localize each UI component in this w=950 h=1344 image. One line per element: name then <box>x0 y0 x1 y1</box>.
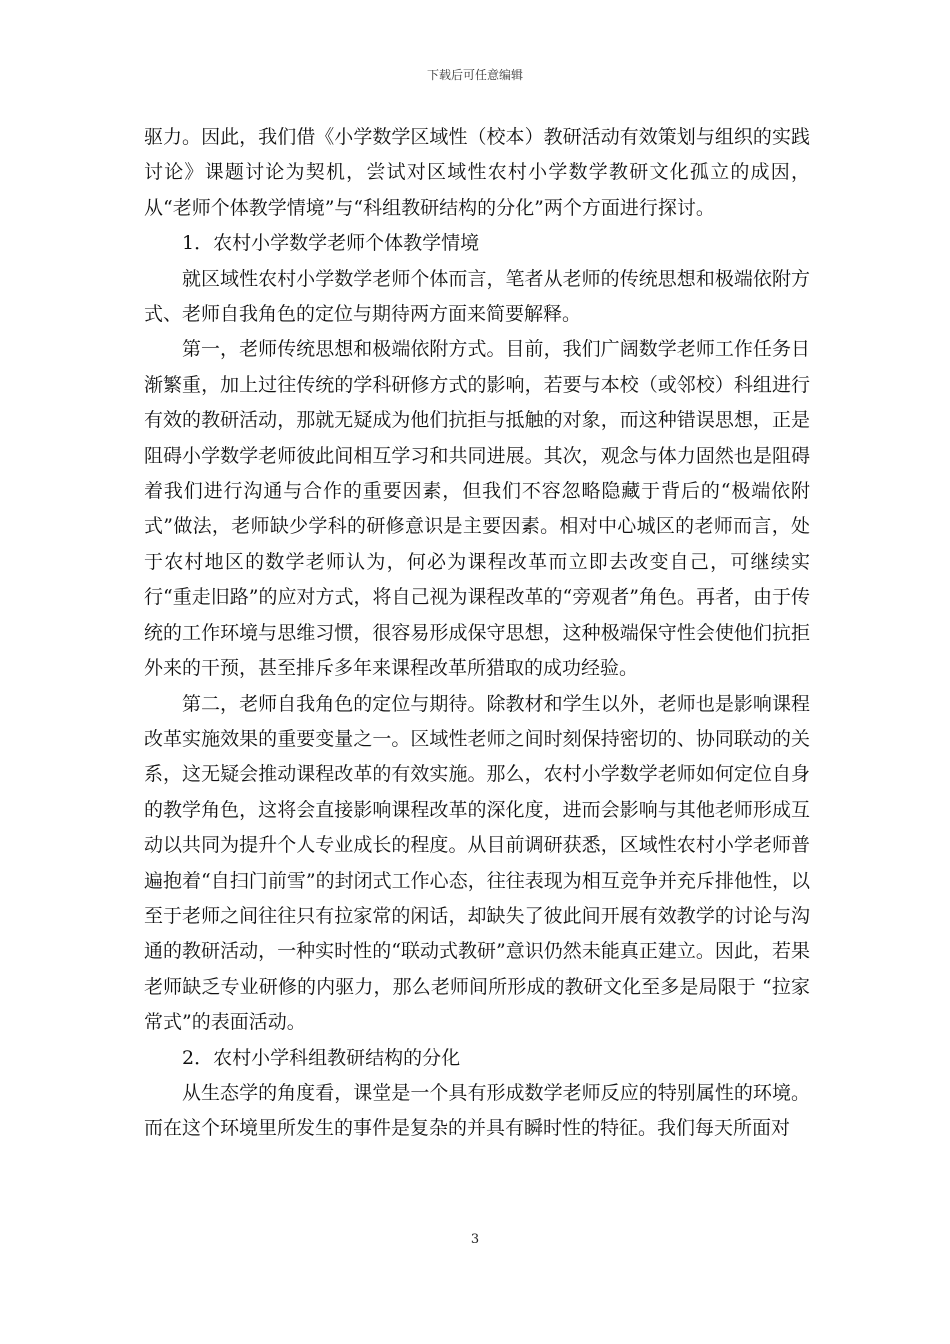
paragraph-ecology: 从生态学的角度看，课堂是一个具有形成数学老师反应的特别属性的环境。而在这个环境里所发生的事件是复杂的并具有瞬时性的特征。我们每天所面对 <box>144 1081 810 1140</box>
section-heading-1: 1．农村小学数学老师个体教学情境 <box>182 232 480 255</box>
paragraph-continuation: 驱力。因此，我们借《小学数学区域性（校本）教研活动有效策划与组织的实践讨论》课题讨论为契机，尝试对区域性农村小学数学教研文化孤立的成因，从“老师个体教学情境”与“科组教研结构的分化”两个方面进行探讨。 <box>144 126 810 219</box>
page-number: 3 <box>470 1232 480 1247</box>
page-header: 下载后可任意编辑 <box>426 68 523 82</box>
paragraph-intro: 就区域性农村小学数学老师个体而言，笔者从老师的传统思想和极端依附方式、老师自我角色的定位与期待两方面来简要解释。 <box>144 267 810 326</box>
section-heading-2: 2．农村小学科组教研结构的分化 <box>182 1046 461 1069</box>
document-body <box>144 120 810 1147</box>
paragraph-first-point: 第一，老师传统思想和极端依附方式。目前，我们广阔数学老师工作任务日渐繁重，加上过往传统的学科研修方式的影响，若要与本校（或邻校）科组进行有效的教研活动，那就无疑成为他们抗拒与抵触的对象，而这种错误思想，正是阻碍小学数学老师彼此间相互学习和共同进展。其次，观念与体力固然也是阻碍着我们进行沟通与合作的重要因素，但我们不容忽略隐藏于背后的“极端依附式”做法，老师缺少学科的研修意识是主要因素。相对中心城区的老师而言，处于农村地区的数学老师认为，何必为课程改革而立即去改变自己，可继续实行“重走旧路”的应对方式，将自己视为课程改革的“旁观者”角色。再者，由于传统的工作环境与思维习惯，很容易形成保守思想，这种极端保守性会使他们抗拒外来的干预，甚至排斥多年来课程改革所猎取的成功经验。 <box>144 338 810 680</box>
paragraph-second-point: 第二，老师自我角色的定位与期待。除教材和学生以外，老师也是影响课程改革实施效果的重要变量之一。区域性老师之间时刻保持密切的、协同联动的关系，这无疑会推动课程改革的有效实施。那么，农村小学数学老师如何定位自身的教学角色，这将会直接影响课程改革的深化度，进而会影响与其他老师形成互动以共同为提升个人专业成长的程度。从目前调研获悉，区域性农村小学老师普遍抱着“自扫门前雪”的封闭式工作心态，往往表现为相互竞争并充斥排他性，以至于老师之间往往只有拉家常的闲话，却缺失了彼此间开展有效教学的讨论与沟通的教研活动，一种实时性的“联动式教研”意识仍然未能真正建立。因此，若果老师缺乏专业研修的内驱力，那么老师间所形成的教研文化至多是局限于 “拉家常式”的表面活动。 <box>144 692 810 1034</box>
